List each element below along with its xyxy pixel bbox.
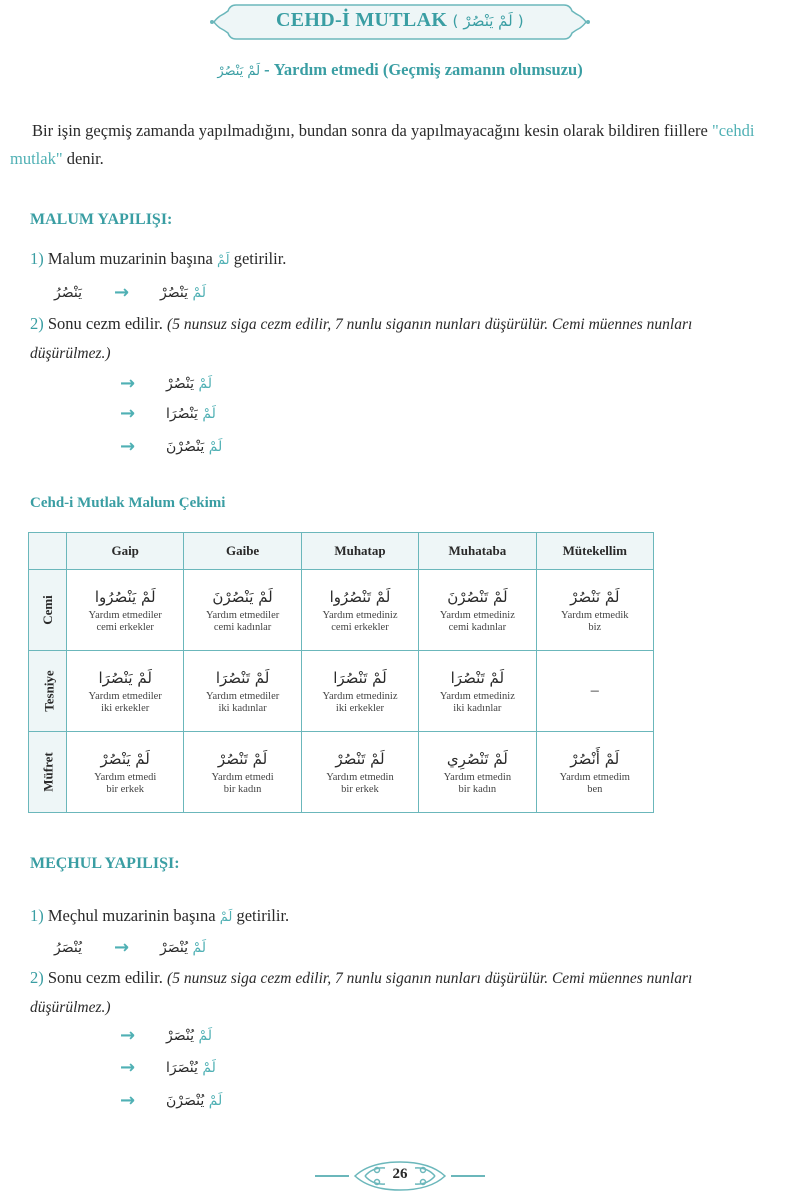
step-note: (5 nunsuz siga cezm edilir, 7 nunlu siganın nunları düşürülür. Cemi müennes nunları düşürülmez.) (30, 970, 693, 1016)
translation-line-2: cemi kadınlar (448, 622, 507, 633)
arabic-form: لَمْ تَنْصُرَا (215, 669, 270, 687)
translation-line-2: bir kadın (223, 784, 262, 795)
verb-form: يَنْصُرْ (166, 375, 194, 392)
row-label: Tesniye (41, 670, 57, 712)
translation (67, 772, 183, 796)
malum-step-2 (30, 310, 765, 368)
lam-particle: لَمْ (202, 1059, 216, 1076)
lam-particle: لَمْ (219, 910, 233, 925)
translation (67, 691, 183, 715)
row-header (29, 651, 67, 732)
translation-line-1: Yardım etmedi (94, 772, 157, 783)
malum-step-1 (30, 245, 765, 275)
table-cell (536, 732, 653, 813)
translation (419, 610, 535, 634)
table-cell (419, 570, 536, 651)
result-form: يَنْصُرْ (160, 284, 188, 301)
translation-line-1: Yardım etmediniz (322, 610, 398, 621)
column-header: Muhatap (301, 533, 418, 570)
page-number: 26 (392, 1166, 408, 1182)
translation (184, 610, 300, 634)
translation-line-1: Yardım etmedim (559, 772, 630, 783)
result-form (166, 406, 216, 422)
table-row (29, 732, 654, 813)
verb-form: يَنْصُرَا (166, 405, 198, 422)
verb-form: يُنْصَرْنَ (166, 1092, 205, 1109)
translation-line-2: bir erkek (341, 784, 379, 795)
arabic-form: لَمْ تَنْصُرْنَ (447, 588, 508, 606)
translation (537, 772, 653, 796)
example-result (160, 285, 206, 301)
intro-text: Bir işin geçmiş zamanda yapılmadığını, bundan sonra da yapılmayacağını kesin olarak bildiren fiillere (32, 121, 712, 140)
mechul-example (54, 937, 206, 958)
row-label: Cemi (39, 595, 55, 625)
mechul-result-row (120, 1090, 222, 1111)
title-banner (208, 2, 592, 40)
column-header: Gaibe (184, 533, 301, 570)
intro-highlight: "cehdi mutlak" (10, 121, 755, 168)
table-header-row (29, 533, 654, 570)
translation-line-2: cemi erkekler (331, 622, 389, 633)
table-cell (536, 651, 653, 732)
translation-line-2: bir erkek (106, 784, 144, 795)
translation-line-1: Yardım etmedin (326, 772, 394, 783)
table-title: Cehd-i Mutlak Malum Çekimi (30, 495, 226, 511)
translation-line-2: iki erkekler (101, 703, 150, 714)
arrow-right-icon: → (120, 1090, 136, 1111)
arabic-form: لَمْ يَنْصُرُوا (94, 588, 156, 606)
lam-particle: لَمْ (192, 284, 207, 301)
lam-particle: لَمْ (198, 1027, 213, 1044)
example-source: يَنْصُرُ (54, 284, 82, 301)
translation (302, 691, 418, 715)
title-arabic: ( لَمْ يَنْصُرْ ) (452, 12, 524, 30)
table-cell (67, 651, 184, 732)
table-cell (184, 651, 301, 732)
arabic-form: لَمْ تَنْصُرَا (450, 669, 505, 687)
translation-line-2: bir kadın (458, 784, 497, 795)
column-header: Muhataba (419, 533, 536, 570)
page-footer (315, 1158, 485, 1194)
column-header: Mütekellim (536, 533, 653, 570)
table-cell (419, 732, 536, 813)
subtitle-arabic: لَمْ يَنْصُرْ (217, 64, 261, 79)
translation (419, 691, 535, 715)
step-number: 1) (30, 249, 44, 268)
row-header (29, 732, 67, 813)
translation-line-1: Yardım etmediniz (439, 691, 515, 702)
arabic-form: لَمْ أَنْصُرْ (570, 750, 620, 768)
table-cell (67, 570, 184, 651)
translation-line-1: Yardım etmedin (443, 772, 512, 783)
translation-line-2: ben (587, 784, 603, 795)
table-cell (536, 570, 653, 651)
malum-result-row (120, 436, 222, 457)
arabic-form: لَمْ تَنْصُرَا (333, 669, 387, 687)
translation-line-1: Yardım etmediler (88, 610, 162, 621)
table-corner (29, 533, 67, 570)
lam-particle: لَمْ (202, 405, 216, 422)
step-text-end: getirilir. (233, 249, 287, 268)
mechul-step-1 (30, 902, 765, 932)
arabic-form: لَمْ يَنْصُرَا (98, 669, 152, 687)
table-cell (419, 651, 536, 732)
subtitle (0, 60, 800, 80)
malum-result-row (120, 373, 212, 394)
mechul-result-row (120, 1025, 212, 1046)
translation-line-2: biz (588, 622, 602, 633)
step-note: (5 nunsuz siga cezm edilir, 7 nunlu siganın nunları düşürülür. Cemi müennes nunları düşürülmez.) (30, 316, 693, 362)
example-source: يُنْصَرُ (54, 939, 82, 956)
translation-line-1: Yardım etmediler (88, 691, 162, 702)
translation-line-1: Yardım etmedi (211, 772, 274, 783)
malum-result-row (120, 403, 216, 424)
result-form (166, 1060, 216, 1076)
table-cell (301, 732, 418, 813)
row-label: Müfret (40, 752, 56, 792)
step-number: 2) (30, 314, 44, 333)
translation-line-1: Yardım etmediler (205, 610, 280, 621)
arabic-form: لَمْ نَنْصُرْ (570, 588, 620, 606)
translation-line-1: Yardım etmediler (205, 691, 280, 702)
table-cell (67, 732, 184, 813)
intro-paragraph (10, 117, 755, 173)
arabic-form: لَمْ تَنْصُرُوا (329, 588, 391, 606)
empty-cell-dash: – (590, 682, 599, 699)
conjugation-table (28, 532, 654, 813)
translation-line-2: iki kadınlar (218, 703, 267, 714)
table-cell (184, 732, 301, 813)
translation (302, 772, 418, 796)
column-header: Gaip (67, 533, 184, 570)
translation (67, 610, 183, 634)
result-form (166, 1028, 212, 1044)
arrow-right-icon: → (114, 282, 130, 303)
arrow-right-icon: → (120, 373, 136, 394)
step-text: Sonu cezm edilir. (47, 314, 163, 333)
arabic-form: لَمْ تَنْصُرْ (335, 750, 385, 768)
verb-form: يُنْصَرَا (166, 1059, 198, 1076)
translation-line-2: iki erkekler (335, 703, 385, 714)
intro-text-end: denir. (62, 149, 104, 168)
translation-line-1: Yardım etmediniz (322, 691, 398, 702)
translation-line-1: Yardım etmedik (561, 610, 629, 621)
result-form (166, 439, 222, 455)
title-text: CEHD-İ MUTLAK (276, 9, 448, 31)
lam-particle: لَمْ (208, 438, 223, 455)
result-form (166, 376, 212, 392)
row-header (29, 570, 67, 651)
arabic-form: لَمْ يَنْصُرْ (100, 750, 150, 768)
translation (184, 772, 300, 796)
translation (302, 610, 418, 634)
lam-particle: لَمْ (192, 939, 207, 956)
table-row (29, 651, 654, 732)
step-text: Meçhul muzarinin başına (47, 906, 216, 925)
translation (184, 691, 300, 715)
table-cell (301, 570, 418, 651)
lam-particle: لَمْ (216, 253, 230, 268)
step-text: Sonu cezm edilir. (47, 968, 163, 987)
lam-particle: لَمْ (208, 1092, 223, 1109)
translation-line-2: cemi kadınlar (213, 622, 272, 633)
malum-example (54, 282, 206, 303)
mechul-step-2 (30, 964, 765, 1022)
table-row (29, 570, 654, 651)
step-text: Malum muzarinin başına (47, 249, 213, 268)
arrow-right-icon: → (120, 1025, 136, 1046)
arabic-form: لَمْ يَنْصُرْنَ (212, 588, 273, 606)
subtitle-text: - Yardım etmedi (Geçmiş zamanın olumsuzu) (264, 60, 583, 79)
page-title (208, 9, 592, 32)
translation-line-2: cemi erkekler (96, 622, 154, 633)
malum-heading: MALUM YAPILIŞI: (30, 211, 173, 228)
verb-form: يَنْصُرْنَ (166, 438, 205, 455)
example-result (160, 940, 206, 956)
arrow-right-icon: → (120, 1057, 136, 1078)
table-cell (184, 570, 301, 651)
table-cell (301, 651, 418, 732)
translation (537, 610, 653, 634)
mechul-heading: MEÇHUL YAPILIŞI: (30, 855, 180, 872)
verb-form: يُنْصَرْ (166, 1027, 194, 1044)
result-form: يُنْصَرْ (160, 939, 188, 956)
arabic-form: لَمْ تَنْصُرْ (217, 750, 268, 768)
step-text-end: getirilir. (236, 906, 290, 925)
arrow-right-icon: → (114, 937, 130, 958)
step-number: 2) (30, 968, 44, 987)
arrow-right-icon: → (120, 403, 136, 424)
mechul-result-row (120, 1057, 216, 1078)
arrow-right-icon: → (120, 436, 136, 457)
arabic-form: لَمْ تَنْصُرِي (446, 750, 508, 768)
result-form (166, 1093, 222, 1109)
step-number: 1) (30, 906, 44, 925)
translation (419, 772, 535, 796)
translation-line-2: iki kadınlar (453, 703, 502, 714)
translation-line-1: Yardım etmediniz (439, 610, 515, 621)
lam-particle: لَمْ (198, 375, 213, 392)
